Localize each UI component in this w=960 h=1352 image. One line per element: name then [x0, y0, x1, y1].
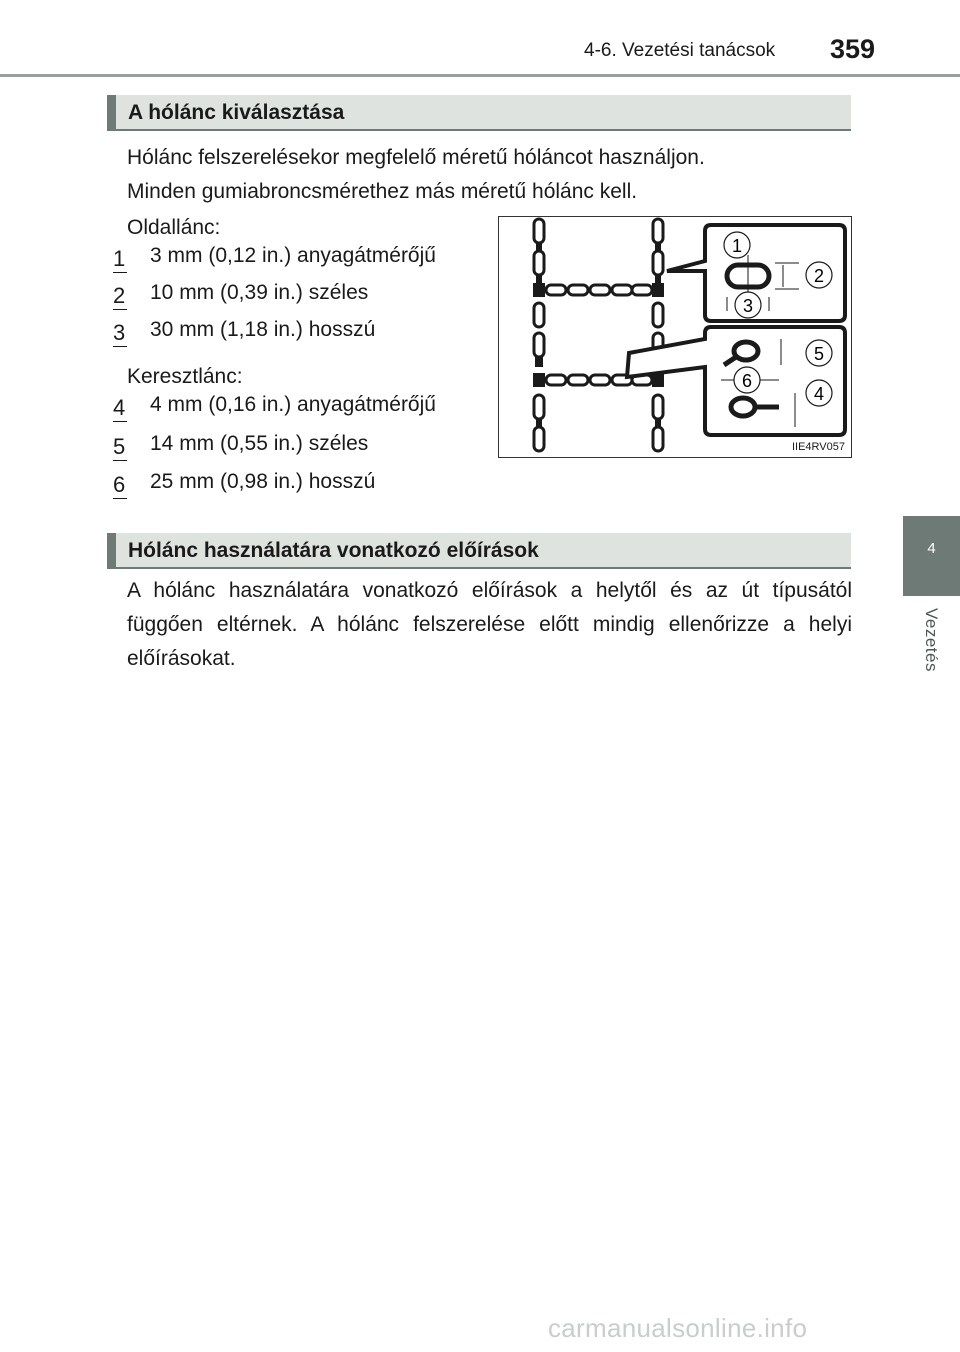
item-text: 3 mm (0,12 in.) anyagátmérőjű [150, 244, 436, 267]
item-number: 3 [113, 320, 126, 345]
vertical-chain-left [534, 219, 544, 451]
item-text: 4 mm (0,16 in.) anyagátmérőjű [150, 393, 436, 416]
item-text: 10 mm (0,39 in.) széles [150, 281, 369, 304]
watermark-text: carmanualsonline.info [548, 1313, 808, 1343]
callout-2 [806, 262, 832, 288]
regulations-paragraph: A hólánc használatára vonatkozó előírások a helytől és az út típusától függően eltérnek. A hólánc felszerelése előtt mindig ellenőrizze a helyi előírásokat. [127, 579, 852, 670]
callout-3 [735, 292, 761, 318]
chapter-tab[interactable] [903, 516, 960, 596]
callout-5 [806, 340, 832, 366]
running-header-section: 4-6. Vezetési tanácsok [584, 40, 776, 61]
item-text: 30 mm (1,18 in.) hosszú [150, 318, 376, 341]
item-number: 2 [113, 283, 126, 308]
chapter-number: 4 [927, 540, 936, 557]
cross-chain-label: Keresztlánc: [127, 365, 243, 388]
item-text: 25 mm (0,98 in.) hosszú [150, 470, 376, 493]
svg-text:4: 4 [813, 384, 825, 404]
item-number: 4 [113, 395, 126, 420]
section-title-chain-regulations: Hólánc használatára vonatkozó előírások [107, 533, 851, 569]
svg-text:1: 1 [731, 236, 743, 256]
snow-chain-figure [498, 216, 852, 458]
callout-1 [724, 232, 750, 258]
intro-line-2: Minden gumiabroncsmérethez más méretű hólánc kell. [127, 180, 638, 203]
side-chain-label: Oldallánc: [127, 216, 221, 239]
svg-text:2: 2 [813, 266, 825, 286]
cross-chain-upper [533, 283, 664, 297]
section-title-chain-selection: A hólánc kiválasztása [107, 95, 851, 131]
header-rule [0, 74, 960, 77]
item-number: 1 [113, 246, 126, 271]
item-number: 5 [113, 434, 126, 459]
svg-text:5: 5 [813, 344, 825, 364]
figure-code: IIE4RV057 [791, 441, 845, 453]
callout-4 [806, 380, 832, 406]
intro-line-1: Hólánc felszerelésekor megfelelő méretű hóláncot használjon. [127, 146, 705, 169]
svg-text:6: 6 [741, 371, 753, 391]
item-text: 14 mm (0,55 in.) széles [150, 432, 369, 455]
callout-6 [734, 367, 760, 393]
svg-text:3: 3 [742, 296, 754, 316]
chapter-label: Vezetés [922, 608, 941, 672]
snow-chain-illustration [499, 217, 851, 457]
item-number: 6 [113, 472, 126, 497]
vertical-chain-right [653, 219, 663, 451]
page-number: 359 [830, 34, 876, 64]
